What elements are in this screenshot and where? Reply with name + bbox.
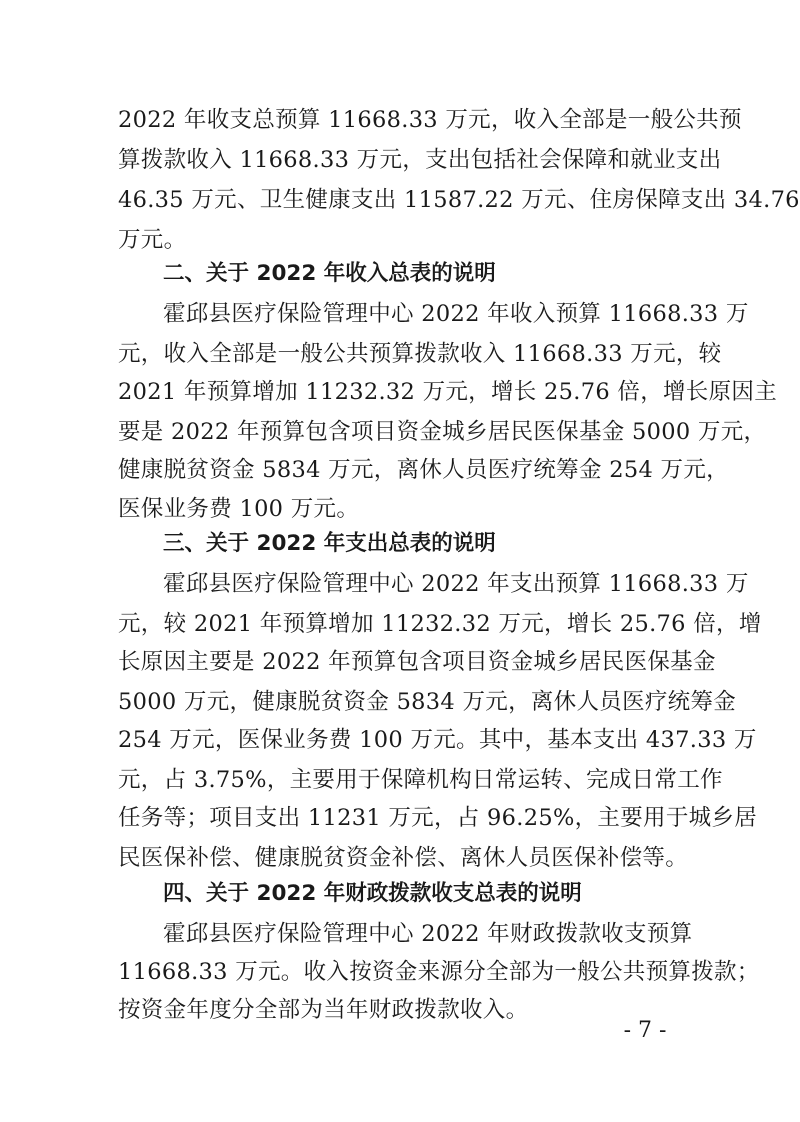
- page-number: - 7 -: [623, 1018, 667, 1043]
- paragraph-line: 2021 年预算增加 11232.32 万元，增长 25.76 倍，增长原因主: [118, 379, 777, 405]
- paragraph-line: 霍邱县医疗保险管理中心 2022 年支出预算 11668.33 万: [163, 571, 749, 597]
- paragraph-line: 健康脱贫资金 5834 万元，离休人员医疗统筹金 254 万元，: [118, 457, 729, 483]
- paragraph-line: 按资金年度分全部为当年财政拨款收入。: [118, 997, 529, 1023]
- paragraph-line: 46.35 万元、卫生健康支出 11587.22 万元、住房保障支出 34.76: [118, 187, 800, 213]
- section-heading: 三、关于 2022 年支出总表的说明: [163, 531, 496, 556]
- paragraph-line: 万元。: [118, 227, 187, 253]
- paragraph-line: 霍邱县医疗保险管理中心 2022 年收入预算 11668.33 万: [163, 301, 749, 327]
- paragraph-line: 霍邱县医疗保险管理中心 2022 年财政拨款收支预算: [163, 921, 693, 947]
- paragraph-line: 元，较 2021 年预算增加 11232.32 万元，增长 25.76 倍，增: [118, 611, 762, 637]
- paragraph-line: 11668.33 万元。收入按资金来源分全部为一般公共预算拨款；: [118, 959, 760, 985]
- paragraph-line: 要是 2022 年预算包含项目资金城乡居民医保基金 5000 万元，: [118, 419, 767, 445]
- section-heading: 二、关于 2022 年收入总表的说明: [163, 261, 496, 286]
- paragraph-line: 2022 年收支总预算 11668.33 万元，收入全部是一般公共预: [118, 107, 742, 133]
- paragraph-line: 254 万元，医保业务费 100 万元。其中，基本支出 437.33 万: [118, 727, 757, 753]
- paragraph-line: 元，占 3.75%，主要用于保障机构日常运转、完成日常工作: [118, 767, 723, 793]
- paragraph-line: 民医保补偿、健康脱贫资金补偿、离休人员医保补偿等。: [118, 845, 689, 871]
- paragraph-line: 元，收入全部是一般公共预算拨款收入 11668.33 万元，较: [118, 341, 722, 367]
- paragraph-line: 医保业务费 100 万元。: [118, 496, 360, 522]
- paragraph-line: 长原因主要是 2022 年预算包含项目资金城乡居民医保基金: [118, 649, 716, 675]
- paragraph-line: 算拨款收入 11668.33 万元，支出包括社会保障和就业支出: [118, 147, 722, 173]
- section-heading: 四、关于 2022 年财政拨款收支总表的说明: [163, 881, 582, 906]
- paragraph-line: 5000 万元，健康脱贫资金 5834 万元，离休人员医疗统筹金: [118, 689, 737, 715]
- paragraph-line: 任务等；项目支出 11231 万元，占 96.25%，主要用于城乡居: [118, 805, 758, 831]
